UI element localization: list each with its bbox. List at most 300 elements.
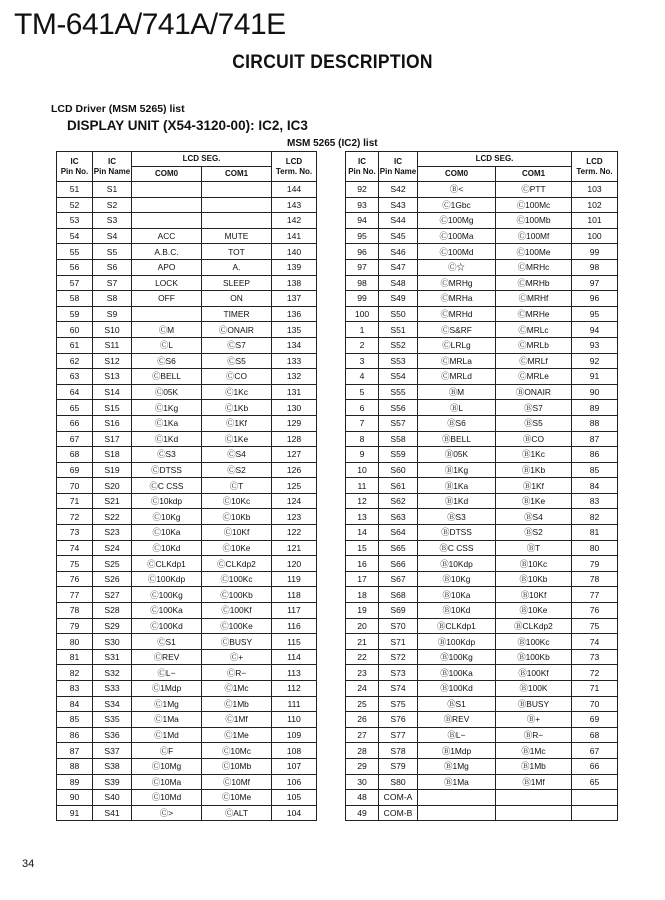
col-header-ic-name: IC Pin Name bbox=[379, 152, 418, 182]
table-row bbox=[346, 213, 618, 229]
table-row bbox=[57, 634, 317, 650]
cell-term: 128 bbox=[272, 431, 317, 447]
cell-com1: Ⓒ100Ke bbox=[202, 618, 272, 634]
table-row bbox=[57, 727, 317, 743]
cell-com0: Ⓑ1Kg bbox=[418, 462, 496, 478]
cell-com0: Ⓒ1Gbc bbox=[418, 197, 496, 213]
cell-term: 90 bbox=[572, 384, 618, 400]
cell-com0: Ⓑ05K bbox=[418, 447, 496, 463]
cell-pin: 30 bbox=[346, 774, 379, 790]
table-row bbox=[346, 525, 618, 541]
table-row bbox=[57, 540, 317, 556]
cell-pin-name: S71 bbox=[379, 634, 418, 650]
cell-pin-name: S46 bbox=[379, 244, 418, 260]
cell-pin-name: S35 bbox=[93, 712, 132, 728]
cell-pin-name: S74 bbox=[379, 681, 418, 697]
cell-com1: ⒸMRHc bbox=[496, 259, 572, 275]
col-header-com0: COM0 bbox=[418, 167, 496, 182]
cell-com0: ⒷS6 bbox=[418, 415, 496, 431]
cell-pin: 23 bbox=[346, 665, 379, 681]
cell-com1: ⒸS5 bbox=[202, 353, 272, 369]
cell-pin: 72 bbox=[57, 509, 93, 525]
cell-pin-name: S60 bbox=[379, 462, 418, 478]
cell-pin-name: S78 bbox=[379, 743, 418, 759]
cell-pin-name: S59 bbox=[379, 447, 418, 463]
cell-pin: 100 bbox=[346, 306, 379, 322]
cell-com1: Ⓑ1Kc bbox=[496, 447, 572, 463]
cell-com0: Ⓒ> bbox=[132, 805, 202, 821]
table-row bbox=[57, 649, 317, 665]
cell-com0: ⒸS1 bbox=[132, 634, 202, 650]
cell-com0: ⒸMRHa bbox=[418, 291, 496, 307]
cell-pin-name: S69 bbox=[379, 603, 418, 619]
cell-pin: 80 bbox=[57, 634, 93, 650]
cell-com1 bbox=[202, 182, 272, 198]
cell-pin: 22 bbox=[346, 649, 379, 665]
cell-com0: ⒸMRHg bbox=[418, 275, 496, 291]
cell-term: 97 bbox=[572, 275, 618, 291]
cell-com1: Ⓒ10Mc bbox=[202, 743, 272, 759]
cell-term: 140 bbox=[272, 244, 317, 260]
cell-pin-name: S38 bbox=[93, 758, 132, 774]
cell-pin-name: S75 bbox=[379, 696, 418, 712]
cell-com1: Ⓒ1Me bbox=[202, 727, 272, 743]
cell-term: 138 bbox=[272, 275, 317, 291]
cell-com1: Ⓑ10Ke bbox=[496, 603, 572, 619]
cell-pin-name: S65 bbox=[379, 540, 418, 556]
cell-pin-name: S31 bbox=[93, 649, 132, 665]
cell-pin: 93 bbox=[346, 197, 379, 213]
cell-term: 125 bbox=[272, 478, 317, 494]
cell-pin-name: S47 bbox=[379, 259, 418, 275]
cell-com0: Ⓑ1Mdp bbox=[418, 743, 496, 759]
cell-com1: TOT bbox=[202, 244, 272, 260]
cell-pin-name: S2 bbox=[93, 197, 132, 213]
table-row bbox=[346, 431, 618, 447]
cell-com1: ⒷS5 bbox=[496, 415, 572, 431]
cell-pin-name: S73 bbox=[379, 665, 418, 681]
cell-pin-name: S10 bbox=[93, 322, 132, 338]
cell-com0: LOCK bbox=[132, 275, 202, 291]
cell-com0: Ⓑ100Kd bbox=[418, 681, 496, 697]
table-body-left bbox=[57, 182, 317, 821]
cell-pin: 7 bbox=[346, 415, 379, 431]
cell-com1: Ⓑ10Kf bbox=[496, 587, 572, 603]
cell-pin-name: S68 bbox=[379, 587, 418, 603]
cell-pin: 89 bbox=[57, 774, 93, 790]
cell-term: 117 bbox=[272, 603, 317, 619]
cell-pin-name: S26 bbox=[93, 571, 132, 587]
cell-com0: Ⓒ10Md bbox=[132, 790, 202, 806]
cell-pin: 3 bbox=[346, 353, 379, 369]
cell-term: 116 bbox=[272, 618, 317, 634]
cell-pin: 82 bbox=[57, 665, 93, 681]
cell-com1: ⒸR− bbox=[202, 665, 272, 681]
cell-com0: ⒷBELL bbox=[418, 431, 496, 447]
cell-pin: 48 bbox=[346, 790, 379, 806]
cell-com0: ⒷC CSS bbox=[418, 540, 496, 556]
table-row bbox=[346, 322, 618, 338]
cell-pin-name: S36 bbox=[93, 727, 132, 743]
cell-pin: 65 bbox=[57, 400, 93, 416]
cell-com1: Ⓒ1Kb bbox=[202, 400, 272, 416]
cell-pin-name: S72 bbox=[379, 649, 418, 665]
cell-term: 129 bbox=[272, 415, 317, 431]
cell-com1: Ⓑ100K bbox=[496, 681, 572, 697]
cell-pin: 75 bbox=[57, 556, 93, 572]
cell-pin-name: S16 bbox=[93, 415, 132, 431]
cell-term: 89 bbox=[572, 400, 618, 416]
table-row bbox=[346, 306, 618, 322]
cell-pin: 99 bbox=[346, 291, 379, 307]
cell-pin-name: S21 bbox=[93, 493, 132, 509]
cell-com1: Ⓒ10Kc bbox=[202, 493, 272, 509]
table-row bbox=[346, 758, 618, 774]
table-row bbox=[57, 478, 317, 494]
cell-com1: Ⓑ+ bbox=[496, 712, 572, 728]
table-row bbox=[346, 291, 618, 307]
cell-term: 69 bbox=[572, 712, 618, 728]
cell-pin: 76 bbox=[57, 571, 93, 587]
cell-com1: ⒷS4 bbox=[496, 509, 572, 525]
cell-com0: ⒸMRLa bbox=[418, 353, 496, 369]
cell-pin: 88 bbox=[57, 758, 93, 774]
cell-pin-name: S32 bbox=[93, 665, 132, 681]
table-row bbox=[346, 603, 618, 619]
cell-term: 76 bbox=[572, 603, 618, 619]
cell-pin: 95 bbox=[346, 228, 379, 244]
cell-com0: Ⓑ1Kd bbox=[418, 493, 496, 509]
page-number: 34 bbox=[22, 858, 35, 870]
cell-term: 137 bbox=[272, 291, 317, 307]
cell-pin: 97 bbox=[346, 259, 379, 275]
cell-com1: Ⓒ1Mb bbox=[202, 696, 272, 712]
cell-com1: Ⓒ10Kf bbox=[202, 525, 272, 541]
table-row bbox=[346, 182, 618, 198]
cell-term: 113 bbox=[272, 665, 317, 681]
subtitle-display-unit: DISPLAY UNIT (X54-3120-00): IC2, IC3 bbox=[67, 118, 308, 133]
cell-pin: 20 bbox=[346, 618, 379, 634]
cell-com1: Ⓒ100Kc bbox=[202, 571, 272, 587]
cell-pin-name: S62 bbox=[379, 493, 418, 509]
cell-com0: ⒸS3 bbox=[132, 447, 202, 463]
cell-com0: ⒷL bbox=[418, 400, 496, 416]
cell-com1: Ⓒ100Mc bbox=[496, 197, 572, 213]
table-row bbox=[57, 805, 317, 821]
cell-pin: 21 bbox=[346, 634, 379, 650]
cell-com1: Ⓑ1Mf bbox=[496, 774, 572, 790]
table-row bbox=[57, 369, 317, 385]
cell-com1: ⒸT bbox=[202, 478, 272, 494]
cell-pin-name: S24 bbox=[93, 540, 132, 556]
table-row bbox=[346, 244, 618, 260]
cell-term: 106 bbox=[272, 774, 317, 790]
table-row bbox=[346, 259, 618, 275]
cell-com0: ⒸLRLg bbox=[418, 337, 496, 353]
cell-pin-name: S23 bbox=[93, 525, 132, 541]
cell-com1: Ⓑ1Mb bbox=[496, 758, 572, 774]
cell-com0: ⒸC CSS bbox=[132, 478, 202, 494]
table-row bbox=[346, 805, 618, 821]
cell-pin: 62 bbox=[57, 353, 93, 369]
cell-term: 121 bbox=[272, 540, 317, 556]
table-row bbox=[346, 774, 618, 790]
cell-com0: Ⓒ1Mg bbox=[132, 696, 202, 712]
table-row bbox=[57, 665, 317, 681]
cell-pin: 74 bbox=[57, 540, 93, 556]
cell-term: 112 bbox=[272, 681, 317, 697]
cell-pin: 70 bbox=[57, 478, 93, 494]
cell-com1: A. bbox=[202, 259, 272, 275]
cell-pin-name: S1 bbox=[93, 182, 132, 198]
cell-pin-name: S18 bbox=[93, 447, 132, 463]
cell-pin: 69 bbox=[57, 462, 93, 478]
cell-pin-name: S76 bbox=[379, 712, 418, 728]
table-row bbox=[346, 681, 618, 697]
col-header-ic-pin: IC Pin No. bbox=[57, 152, 93, 182]
cell-pin: 66 bbox=[57, 415, 93, 431]
cell-term: 72 bbox=[572, 665, 618, 681]
cell-pin: 86 bbox=[57, 727, 93, 743]
cell-pin-name: S56 bbox=[379, 400, 418, 416]
cell-com0: Ⓒ1Ka bbox=[132, 415, 202, 431]
cell-com0: Ⓒ100Mg bbox=[418, 213, 496, 229]
cell-term: 78 bbox=[572, 571, 618, 587]
cell-pin-name: S77 bbox=[379, 727, 418, 743]
table-row bbox=[57, 774, 317, 790]
cell-term: 107 bbox=[272, 758, 317, 774]
cell-pin-name: S15 bbox=[93, 400, 132, 416]
table-row bbox=[57, 681, 317, 697]
table-row bbox=[57, 556, 317, 572]
cell-term: 119 bbox=[272, 571, 317, 587]
cell-pin: 78 bbox=[57, 603, 93, 619]
cell-com1: Ⓒ10Ke bbox=[202, 540, 272, 556]
cell-com1: ⒸS2 bbox=[202, 462, 272, 478]
cell-pin-name: S79 bbox=[379, 758, 418, 774]
cell-com1: Ⓒ100Mf bbox=[496, 228, 572, 244]
table-row bbox=[57, 415, 317, 431]
cell-com0: Ⓒ10Mg bbox=[132, 758, 202, 774]
cell-com0: ACC bbox=[132, 228, 202, 244]
cell-term: 99 bbox=[572, 244, 618, 260]
cell-pin: 79 bbox=[57, 618, 93, 634]
cell-com0: Ⓑ1Mg bbox=[418, 758, 496, 774]
table-row bbox=[57, 400, 317, 416]
cell-com1: Ⓒ1Mc bbox=[202, 681, 272, 697]
cell-term: 96 bbox=[572, 291, 618, 307]
cell-com0: Ⓒ☆ bbox=[418, 259, 496, 275]
cell-com0: Ⓒ100Ma bbox=[418, 228, 496, 244]
cell-pin-name: S48 bbox=[379, 275, 418, 291]
cell-com1: ⒸS7 bbox=[202, 337, 272, 353]
cell-com1: Ⓑ100Kc bbox=[496, 634, 572, 650]
table-caption: MSM 5265 (IC2) list bbox=[287, 138, 378, 149]
cell-pin: 15 bbox=[346, 540, 379, 556]
cell-com1: Ⓒ100Kf bbox=[202, 603, 272, 619]
pin-table-left bbox=[56, 151, 317, 821]
table-row bbox=[346, 478, 618, 494]
cell-term: 102 bbox=[572, 197, 618, 213]
cell-com0: ⒸS&RF bbox=[418, 322, 496, 338]
cell-pin: 6 bbox=[346, 400, 379, 416]
cell-com1: Ⓑ1Mc bbox=[496, 743, 572, 759]
cell-term: 122 bbox=[272, 525, 317, 541]
cell-pin-name: S28 bbox=[93, 603, 132, 619]
cell-term: 80 bbox=[572, 540, 618, 556]
cell-term: 124 bbox=[272, 493, 317, 509]
table-row bbox=[346, 540, 618, 556]
cell-pin: 98 bbox=[346, 275, 379, 291]
cell-com1: ⒸMRLe bbox=[496, 369, 572, 385]
cell-pin-name: S5 bbox=[93, 244, 132, 260]
cell-pin: 68 bbox=[57, 447, 93, 463]
cell-term: 88 bbox=[572, 415, 618, 431]
cell-term: 136 bbox=[272, 306, 317, 322]
cell-com1: Ⓑ100Kb bbox=[496, 649, 572, 665]
cell-pin-name: S67 bbox=[379, 571, 418, 587]
cell-pin: 11 bbox=[346, 478, 379, 494]
cell-com0: Ⓑ1Ma bbox=[418, 774, 496, 790]
cell-com0 bbox=[132, 306, 202, 322]
table-row bbox=[57, 509, 317, 525]
cell-pin: 96 bbox=[346, 244, 379, 260]
cell-com1: ⒷCO bbox=[496, 431, 572, 447]
cell-term: 108 bbox=[272, 743, 317, 759]
cell-com0: ⒷDTSS bbox=[418, 525, 496, 541]
cell-term bbox=[572, 805, 618, 821]
cell-term: 120 bbox=[272, 556, 317, 572]
cell-com0: ⒷREV bbox=[418, 712, 496, 728]
cell-term: 66 bbox=[572, 758, 618, 774]
cell-com0: ⒸMRHd bbox=[418, 306, 496, 322]
cell-com0: ⒸL bbox=[132, 337, 202, 353]
table-row bbox=[346, 587, 618, 603]
cell-com1: Ⓑ1Ke bbox=[496, 493, 572, 509]
cell-com0: ⒸCLKdp1 bbox=[132, 556, 202, 572]
cell-com1 bbox=[202, 213, 272, 229]
cell-term: 123 bbox=[272, 509, 317, 525]
cell-com1: Ⓒ1Ke bbox=[202, 431, 272, 447]
cell-pin-name: S20 bbox=[93, 478, 132, 494]
cell-com1: ⒷR− bbox=[496, 727, 572, 743]
table-row bbox=[346, 369, 618, 385]
cell-com0: Ⓒ1Ma bbox=[132, 712, 202, 728]
table-row bbox=[57, 291, 317, 307]
cell-pin: 18 bbox=[346, 587, 379, 603]
table-row bbox=[57, 571, 317, 587]
table-row bbox=[57, 244, 317, 260]
cell-com1: Ⓑ10Kb bbox=[496, 571, 572, 587]
table-row bbox=[57, 197, 317, 213]
cell-pin: 10 bbox=[346, 462, 379, 478]
cell-pin: 4 bbox=[346, 369, 379, 385]
cell-com0: ⒸDTSS bbox=[132, 462, 202, 478]
cell-pin-name: S40 bbox=[93, 790, 132, 806]
cell-pin-name: S51 bbox=[379, 322, 418, 338]
cell-pin: 71 bbox=[57, 493, 93, 509]
table-row bbox=[57, 228, 317, 244]
cell-com0: Ⓑ10Kd bbox=[418, 603, 496, 619]
table-row bbox=[346, 493, 618, 509]
cell-pin: 16 bbox=[346, 556, 379, 572]
table-row bbox=[346, 353, 618, 369]
cell-pin: 60 bbox=[57, 322, 93, 338]
cell-com0 bbox=[418, 805, 496, 821]
table-row bbox=[346, 400, 618, 416]
cell-pin: 87 bbox=[57, 743, 93, 759]
cell-com1 bbox=[496, 790, 572, 806]
cell-pin-name: S54 bbox=[379, 369, 418, 385]
cell-com1: Ⓑ10Kc bbox=[496, 556, 572, 572]
model-title: TM-641A/741A/741E bbox=[14, 8, 286, 41]
cell-pin: 27 bbox=[346, 727, 379, 743]
cell-com0: ⒷL− bbox=[418, 727, 496, 743]
cell-com1: TIMER bbox=[202, 306, 272, 322]
table-body-right bbox=[346, 182, 618, 821]
cell-pin-name: S12 bbox=[93, 353, 132, 369]
cell-com1: ⒸONAIR bbox=[202, 322, 272, 338]
table-row bbox=[346, 275, 618, 291]
cell-term: 92 bbox=[572, 353, 618, 369]
cell-term: 85 bbox=[572, 462, 618, 478]
cell-pin: 49 bbox=[346, 805, 379, 821]
cell-pin: 9 bbox=[346, 447, 379, 463]
cell-pin-name: S61 bbox=[379, 478, 418, 494]
cell-pin-name: S14 bbox=[93, 384, 132, 400]
cell-pin-name: S70 bbox=[379, 618, 418, 634]
cell-com0: Ⓒ1Kg bbox=[132, 400, 202, 416]
cell-com1: ⒷS2 bbox=[496, 525, 572, 541]
cell-pin-name: COM-A bbox=[379, 790, 418, 806]
cell-com0: ⒷM bbox=[418, 384, 496, 400]
col-header-lcd-seg: LCD SEG. bbox=[132, 152, 272, 167]
cell-pin: 56 bbox=[57, 259, 93, 275]
cell-pin: 28 bbox=[346, 743, 379, 759]
cell-com1: ⒷT bbox=[496, 540, 572, 556]
cell-term: 104 bbox=[272, 805, 317, 821]
cell-pin-name: S53 bbox=[379, 353, 418, 369]
cell-pin-name: S4 bbox=[93, 228, 132, 244]
cell-term: 111 bbox=[272, 696, 317, 712]
cell-com0: Ⓑ1Ka bbox=[418, 478, 496, 494]
table-row bbox=[346, 696, 618, 712]
cell-term bbox=[572, 790, 618, 806]
table-row bbox=[346, 197, 618, 213]
cell-com0: Ⓑ10Kdp bbox=[418, 556, 496, 572]
table-row bbox=[346, 618, 618, 634]
cell-term: 70 bbox=[572, 696, 618, 712]
cell-pin-name: S27 bbox=[93, 587, 132, 603]
cell-pin: 57 bbox=[57, 275, 93, 291]
pin-table-right bbox=[345, 151, 618, 821]
cell-com0: Ⓒ10Ma bbox=[132, 774, 202, 790]
cell-term: 130 bbox=[272, 400, 317, 416]
cell-com0: ⒷS1 bbox=[418, 696, 496, 712]
col-header-lcd-seg: LCD SEG. bbox=[418, 152, 572, 167]
cell-com0: Ⓒ10Ka bbox=[132, 525, 202, 541]
cell-pin-name: S52 bbox=[379, 337, 418, 353]
cell-com1: Ⓒ+ bbox=[202, 649, 272, 665]
table-row bbox=[57, 275, 317, 291]
cell-pin: 61 bbox=[57, 337, 93, 353]
table-row bbox=[346, 384, 618, 400]
cell-pin: 53 bbox=[57, 213, 93, 229]
cell-com1: ON bbox=[202, 291, 272, 307]
cell-com1: ⒷONAIR bbox=[496, 384, 572, 400]
cell-com0 bbox=[132, 182, 202, 198]
cell-term: 74 bbox=[572, 634, 618, 650]
